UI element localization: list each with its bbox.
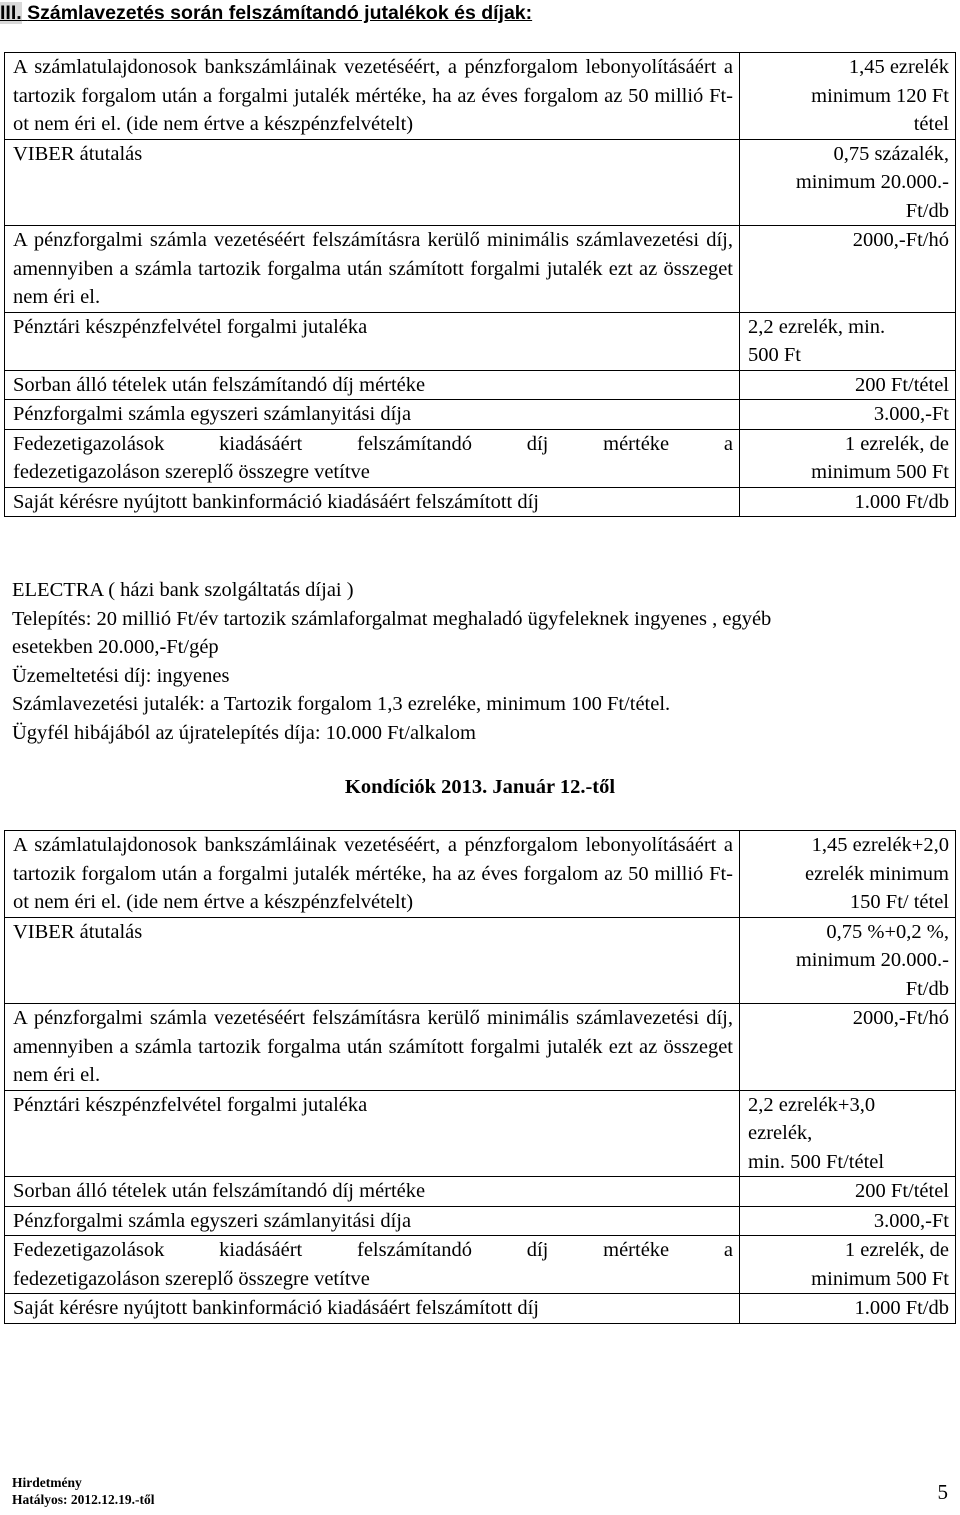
fee-value-line: 2,2 ezrelék+3,0 [748, 1093, 876, 1116]
fee-description-line: Fedezetigazolások kiadásáért felszámítandó díj mértéke a [13, 1239, 733, 1261]
table-row [5, 1294, 956, 1324]
fee-description: A pénzforgalmi számla vezetéséért felszámításra kerülő minimális számlavezetési díj, amennyiben a számla tartozik forgalma után számított forgalmi jutalék ezt az összeget nem éri el. [5, 226, 740, 313]
fee-value-line: 1 ezrelék, de [844, 432, 949, 455]
table-row [5, 917, 956, 1004]
section-title: Számlavezetés során felszámítandó jutalékok és díjak: [27, 2, 533, 24]
fee-value: 1.000 Ft/db [740, 487, 956, 517]
electra-operating-fee: Üzemeltetési díj: ingyenes [12, 664, 230, 687]
fee-description: Pénzforgalmi számla egyszeri számlanyitási díja [5, 400, 740, 430]
fee-description: A pénzforgalmi számla vezetéséért felszámításra kerülő minimális számlavezetési díj, amennyiben a számla tartozik forgalma után számított forgalmi jutalék ezt az összeget nem éri el. [5, 1004, 740, 1091]
table-row [5, 400, 956, 430]
footer-effective-date: Hatályos: 2012.12.19.-től [12, 1492, 155, 1507]
fee-value-line: min. 500 Ft/tétel [748, 1150, 885, 1173]
section-heading [0, 0, 636, 30]
fee-description [5, 1236, 740, 1294]
table-row [5, 487, 956, 517]
fee-description: Pénztári készpénzfelvétel forgalmi jutaléka [5, 312, 740, 370]
fee-value: 200 Ft/tétel [740, 370, 956, 400]
fee-description: Pénztári készpénzfelvétel forgalmi jutaléka [5, 1090, 740, 1177]
table-row [5, 370, 956, 400]
fee-value [740, 139, 956, 226]
fee-description: Saját kérésre nyújtott bankinformáció kiadásáért felszámított díj [5, 1294, 740, 1324]
fee-value-line: 0,75 %+0,2 %, [826, 920, 949, 943]
fee-value-line: 1,45 ezrelék [848, 56, 949, 78]
electra-install-fee: Telepítés: 20 millió Ft/év tartozik számlaforgalmat meghaladó ügyfeleknek ingyenes , egyéb [12, 607, 772, 630]
fee-value-line: minimum 120 Ft [811, 84, 949, 107]
fee-description: Sorban álló tételek után felszámítandó díj mértéke [5, 1177, 740, 1207]
fee-value-line: minimum 20.000.- [795, 171, 949, 193]
fee-description: A számlatulajdonosok bankszámláinak vezetéséért, a pénzforgalom lebonyolításáért a tartozik forgalom után a forgalmi jutalék mértéke, ha az éves forgalom az 50 millió Ft-ot nem éri el. (ide nem értve a készpénzfelvételt) [5, 53, 740, 140]
section-number: III. [0, 2, 22, 24]
fee-description: Saját kérésre nyújtott bankinformáció kiadásáért felszámított díj [5, 487, 740, 517]
fee-value-line: 2,2 ezrelék, min. [748, 315, 886, 338]
fee-value: 3.000,-Ft [740, 400, 956, 430]
fee-description [5, 429, 740, 487]
fee-value [740, 1236, 956, 1294]
fee-value-line: tétel [913, 113, 949, 135]
fee-description-line: fedezetigazoláson szereplő összegre vetítve [13, 461, 370, 483]
table-row [5, 312, 956, 370]
fee-value: 200 Ft/tétel [740, 1177, 956, 1207]
electra-heading: ELECTRA ( házi bank szolgáltatás díjai ) [12, 579, 354, 601]
fee-value: 2000,-Ft/hó [740, 1004, 956, 1091]
footer-doc-type: Hirdetmény [12, 1475, 82, 1490]
table-row [5, 1090, 956, 1177]
fee-value-line: minimum 500 Ft [811, 1267, 949, 1290]
fee-value [740, 917, 956, 1004]
fee-value [740, 53, 956, 140]
electra-section [12, 576, 952, 747]
fee-value-line: Ft/db [905, 977, 949, 1000]
fee-description: VIBER átutalás [5, 139, 740, 226]
table-row [5, 1177, 956, 1207]
fee-value [740, 1090, 956, 1177]
table-row [5, 1236, 956, 1294]
table-row [5, 429, 956, 487]
fee-value-line: minimum 20.000.- [795, 949, 949, 971]
fee-description: VIBER átutalás [5, 917, 740, 1004]
table-row [5, 831, 956, 918]
page-number: 5 [937, 1480, 948, 1504]
fee-value-line: Ft/db [905, 199, 949, 222]
fee-value-line: 150 Ft/ tétel [849, 891, 949, 913]
table-row [5, 139, 956, 226]
table-row [5, 53, 956, 140]
fee-value-line: ezrelék minimum [804, 862, 949, 885]
fee-table-2013 [4, 830, 956, 1324]
fee-value-line: 500 Ft [748, 344, 801, 366]
fee-description: Pénzforgalmi számla egyszeri számlanyitási díja [5, 1206, 740, 1236]
fee-value-line: minimum 500 Ft [811, 461, 949, 483]
electra-reinstall-fee: Ügyfél hibájából az újratelepítés díja: 10.000 Ft/alkalom [12, 721, 476, 744]
electra-install-fee-cont: esetekben 20.000,-Ft/gép [12, 636, 219, 658]
fee-table-current [4, 52, 956, 517]
fee-value [740, 429, 956, 487]
table-row [5, 226, 956, 313]
fee-value [740, 831, 956, 918]
conditions-title: Kondíciók 2013. Január 12.-től [344, 776, 616, 798]
page-footer [12, 1474, 155, 1508]
fee-value: 1.000 Ft/db [740, 1294, 956, 1324]
fee-description: A számlatulajdonosok bankszámláinak vezetéséért, a pénzforgalom lebonyolításáért a tartozik forgalom után a forgalmi jutalék mértéke, ha az éves forgalom az 50 millió Ft-ot nem éri el. (ide nem értve a készpénzfelvételt) [5, 831, 740, 918]
fee-value-line: 0,75 százalék, [833, 142, 949, 165]
fee-value: 3.000,-Ft [740, 1206, 956, 1236]
fee-value-line: 1 ezrelék, de [844, 1239, 949, 1261]
table-row [5, 1206, 956, 1236]
fee-description-line: Fedezetigazolások kiadásáért felszámítandó díj mértéke a [13, 432, 733, 455]
fee-value-line: ezrelék, [748, 1122, 813, 1144]
table-row [5, 1004, 956, 1091]
fee-description-line: fedezetigazoláson szereplő összegre vetítve [13, 1267, 370, 1290]
fee-value: 2000,-Ft/hó [740, 226, 956, 313]
fee-value [740, 312, 956, 370]
fee-value-line: 1,45 ezrelék+2,0 [811, 834, 949, 856]
fee-description: Sorban álló tételek után felszámítandó díj mértéke [5, 370, 740, 400]
electra-account-fee: Számlavezetési jutalék: a Tartozik forgalom 1,3 ezreléke, minimum 100 Ft/tétel. [12, 693, 671, 715]
